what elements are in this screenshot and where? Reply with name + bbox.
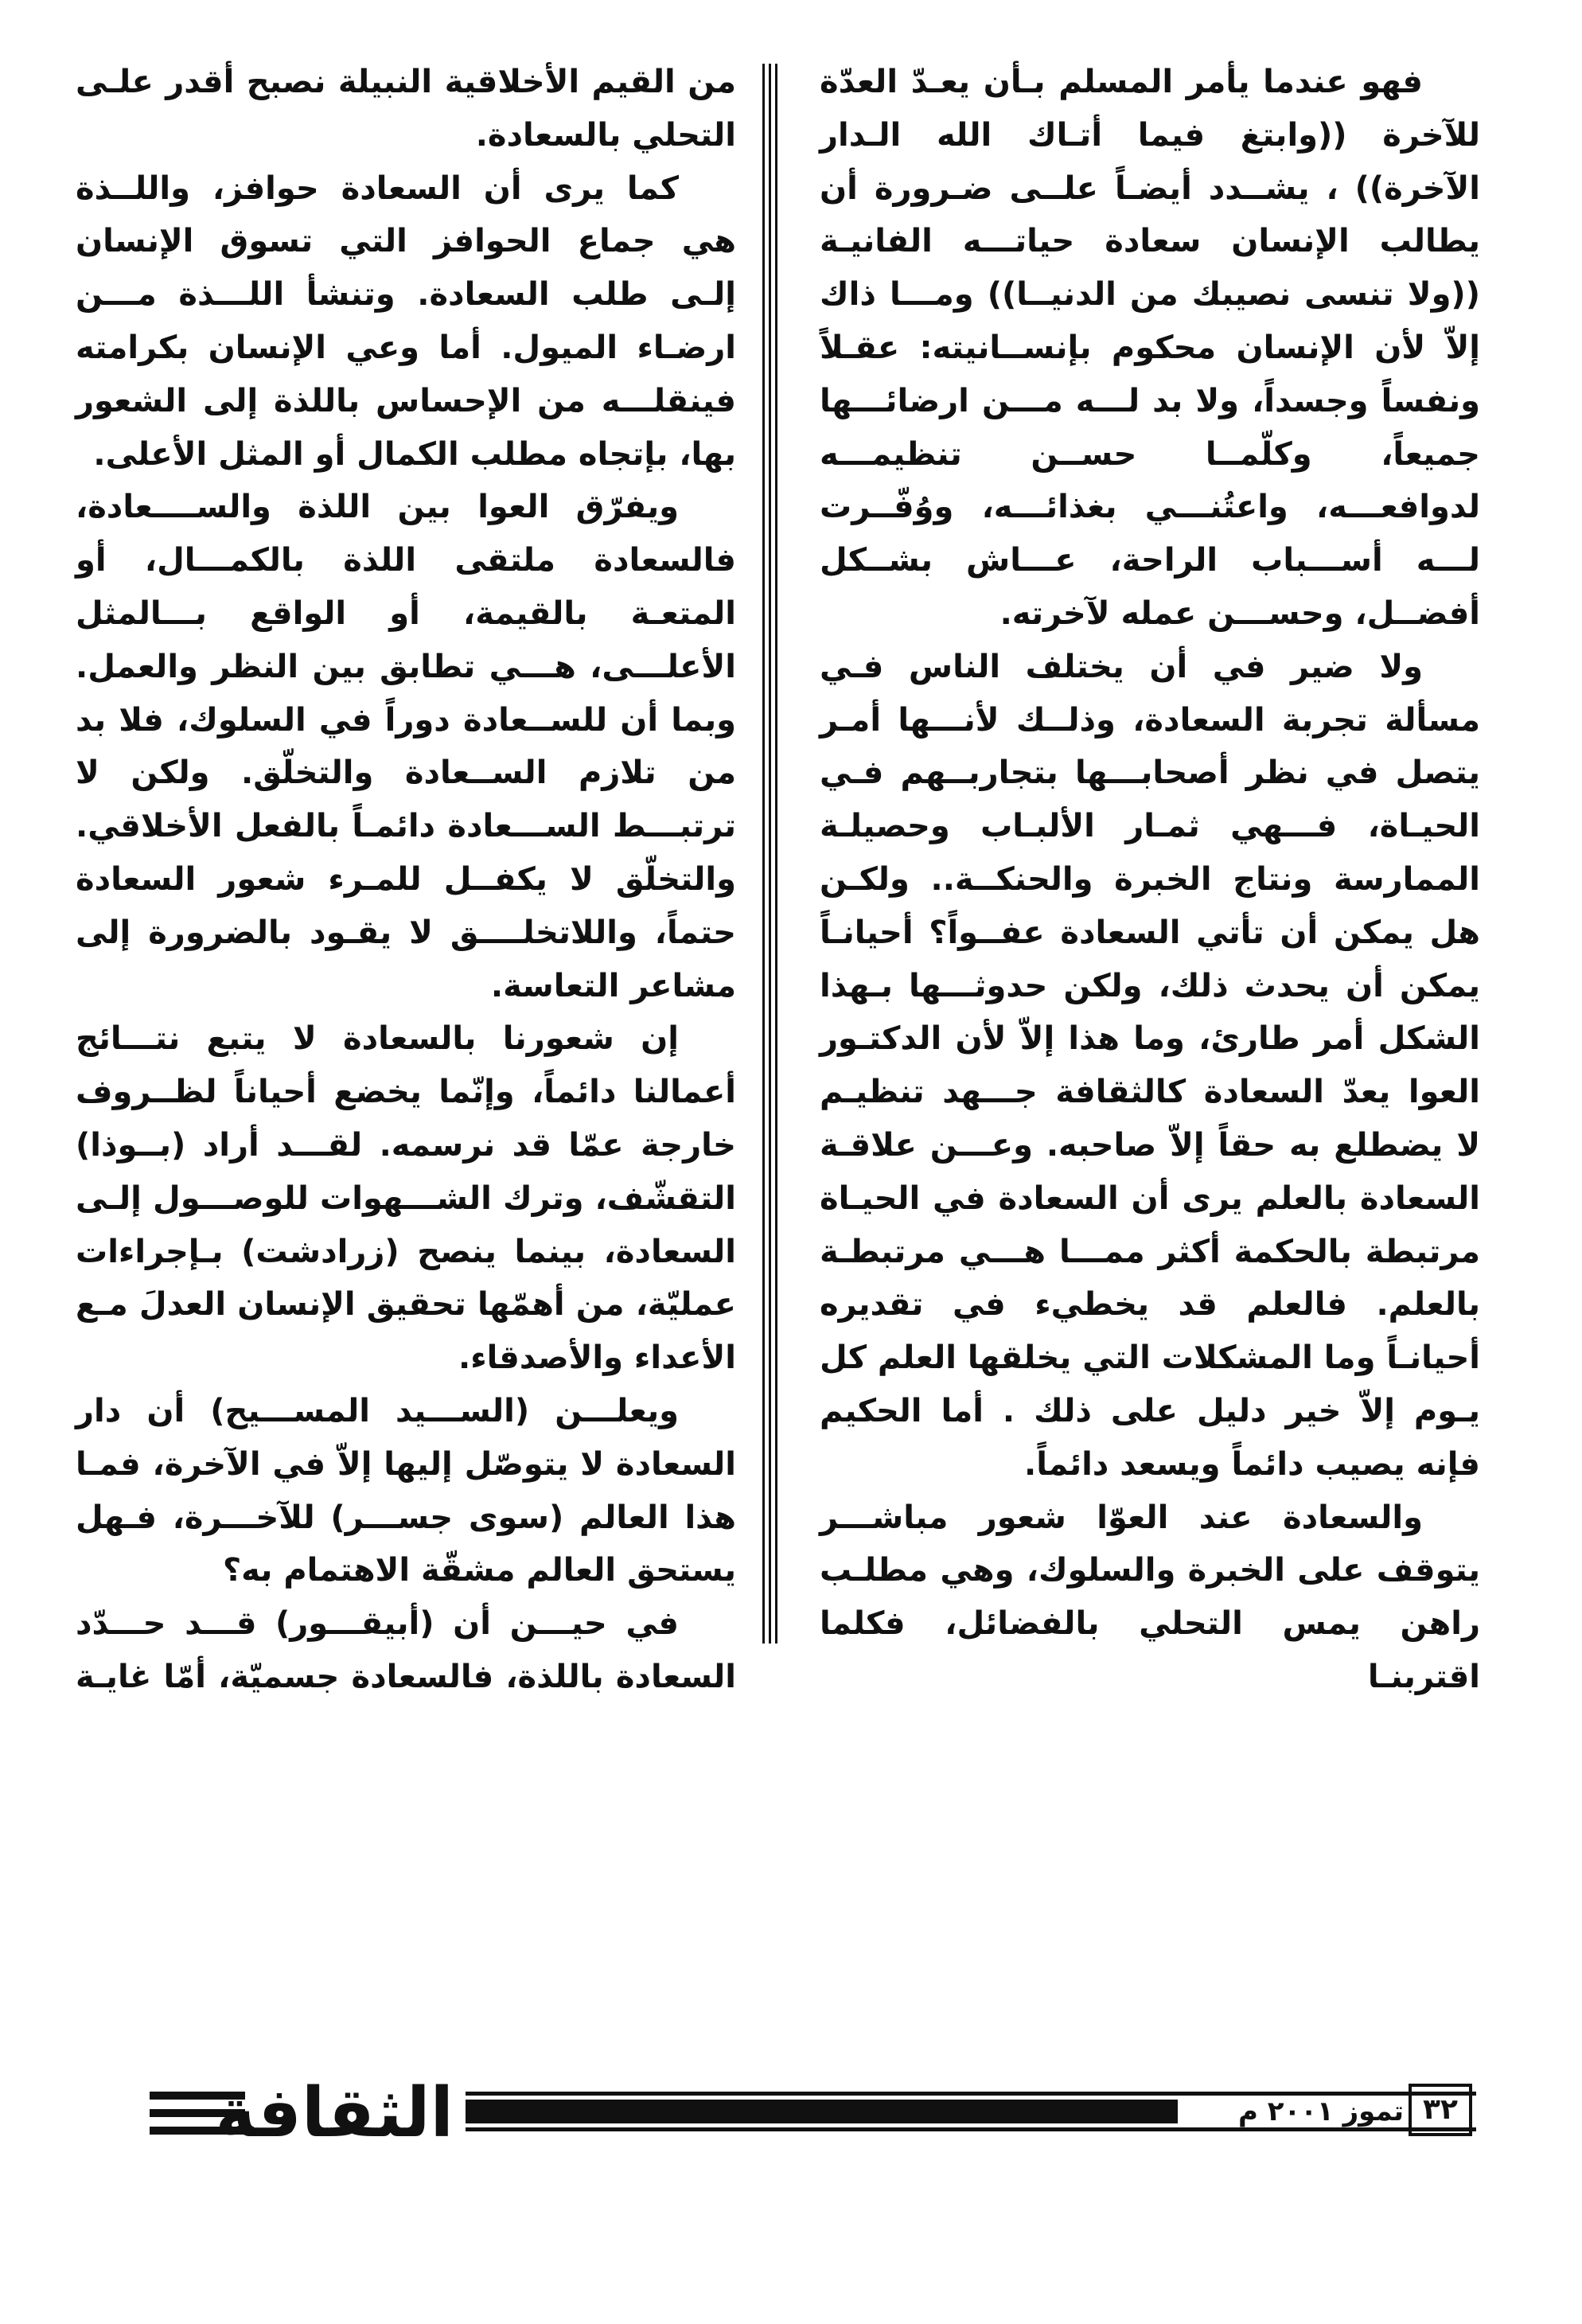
footer-rule <box>466 2100 1178 2123</box>
paragraph: من القيم الأخلاقية النبيلة نصبح أقدر علـى التحلي بالسعادة. <box>76 64 736 154</box>
column-divider <box>775 64 777 1644</box>
right-column <box>820 56 1480 1704</box>
column-divider <box>769 64 771 1644</box>
paragraph: ويفرّق العوا بين اللذة والســــعادة، فالسعادة ملتقى اللذة بالكمـــال، أو المتعـة بالقيمة، أو الواقع بـــالمثل الأعلـــى، هـــي تطابق بين النظر والعمل. وبما أن للســعادة دوراً في السلوك، فلا بد من تلازم الســعادة والتخلّق. ولكن لا ترتبـــط الســـعادة دائمـاً بالفعل الأخلاقي. والتخلّق لا يكفــل للمـرء شعور السعادة حتماً، واللاتخلــــق لا يقـود بالضرورة إلى مشاعر التعاسة. <box>76 489 736 1004</box>
paragraph: إن شعورنا بالسعادة لا يتبع نتـــائج أعمالنا دائماً، وإنّما يخضع أحياناً لظــروف خارجة عمّا قد نرسمه. لقـــد أراد (بــوذا) التقشّف، وترك الشـــهوات للوصـــول إلـى السعادة، بينما ينصح (زرادشت) بـإجراءات عمليّة، من أهمّها تحقيق الإنسان العدلَ مـع الأعداء والأصدقاء. <box>76 1020 736 1377</box>
paragraph: فهو عندما يأمر المسلم بـأن يعـدّ العدّة للآخرة ((وابتغ فيما أتـاك الله الـدار الآخرة)) ، يشــدد أيضـاً علــى ضـرورة أن يطالب الإنسان سعادة حياتـــه الفانيـة ((ولا تنسى نصيبك من الدنيــا)) ومـــا ذاك إلاّ لأن الإنسان محكوم بإنســانيته: عقـلاً ونفساً وجسداً، ولا بد لـــه مـــن ارضائـــها جميعاً، وكلّمــا حســن تنظيمـــه لدوافعـــه، واعتُنـــي بغذائـــه، ووُفّــرت لـــه أســـباب الراحة، عـــاش بشــكل أفضــل، وحســـن عمله لآخرته. <box>820 64 1480 632</box>
paragraph: ويعلـــن (الســـيد المســـيح) أن دار السعادة لا يتوصّل إليها إلاّ في الآخرة، فمـا هذا العالم (سوى جســـر) للآخـــرة، فـهل يستحق العالم مشقّة الاهتمام به؟ <box>76 1392 736 1589</box>
left-column <box>76 56 736 1704</box>
issue-date: تموز ٢٠٠١ م <box>1237 2096 1405 2127</box>
magazine-masthead: الثقافة <box>215 2073 454 2153</box>
page-number: ٣٢ <box>1409 2084 1472 2136</box>
paragraph: ولا ضير في أن يختلف الناس فـي مسألة تجربة السعادة، وذلــك لأنـــها أمـر يتصل في نظر أصحابـــها بتجاربــهم فـي الحيـاة، فـــهي ثمـار الألبـاب وحصيلـة الممارسة ونتاج الخبرة والحنكــة.. ولكـن هل يمكن أن تأتي السعادة عفــواً؟ أحيانـاً يمكن أن يحدث ذلك، ولكن حدوثـــها بـهذا الشكل أمر طارئ، وما هذا إلاّ لأن الدكتـور العوا يعدّ السعادة كالثقافة جـــهد تنظيـم لا يضطلع به حقاً إلاّ صاحبه. وعـــن علاقـة السعادة بالعلم يرى أن السعادة في الحيـاة مرتبطة بالحكمة أكثر ممـــا هـــي مرتبطـة بالعلم. فالعلم قد يخطيء في تقديره أحيانـاً وما المشكلات التي يخلقها العلم كل يـوم إلاّ خير دليل على ذلك . أما الحكيم فإنه يصيب دائماً ويسعد دائماً. <box>820 648 1480 1483</box>
paragraph: والسعادة عند العوّا شعور مباشـــر يتوقف على الخبرة والسلوك، وهي مطلـب راهن يمس التحلي بالفضائل، فكلما اقتربنـا <box>820 1499 1480 1695</box>
paragraph: في حيـــن أن (أبيقـــور) قـــد حـــدّد السعادة باللذة، فالسعادة جسميّة، أمّا غايـة <box>76 1605 736 1695</box>
paragraph: كما يرى أن السعادة حوافز، واللــذة هي جماع الحوافز التي تسوق الإنسان إلـى طلب السعادة. وتنشأ اللـــذة مـــن ارضـاء الميول. أما وعي الإنسان بكرامته فينقلـــه من الإحساس باللذة إلى الشعور بها، بإتجاه مطلب الكمال أو المثل الأعلى. <box>76 170 736 473</box>
column-divider <box>762 64 765 1644</box>
